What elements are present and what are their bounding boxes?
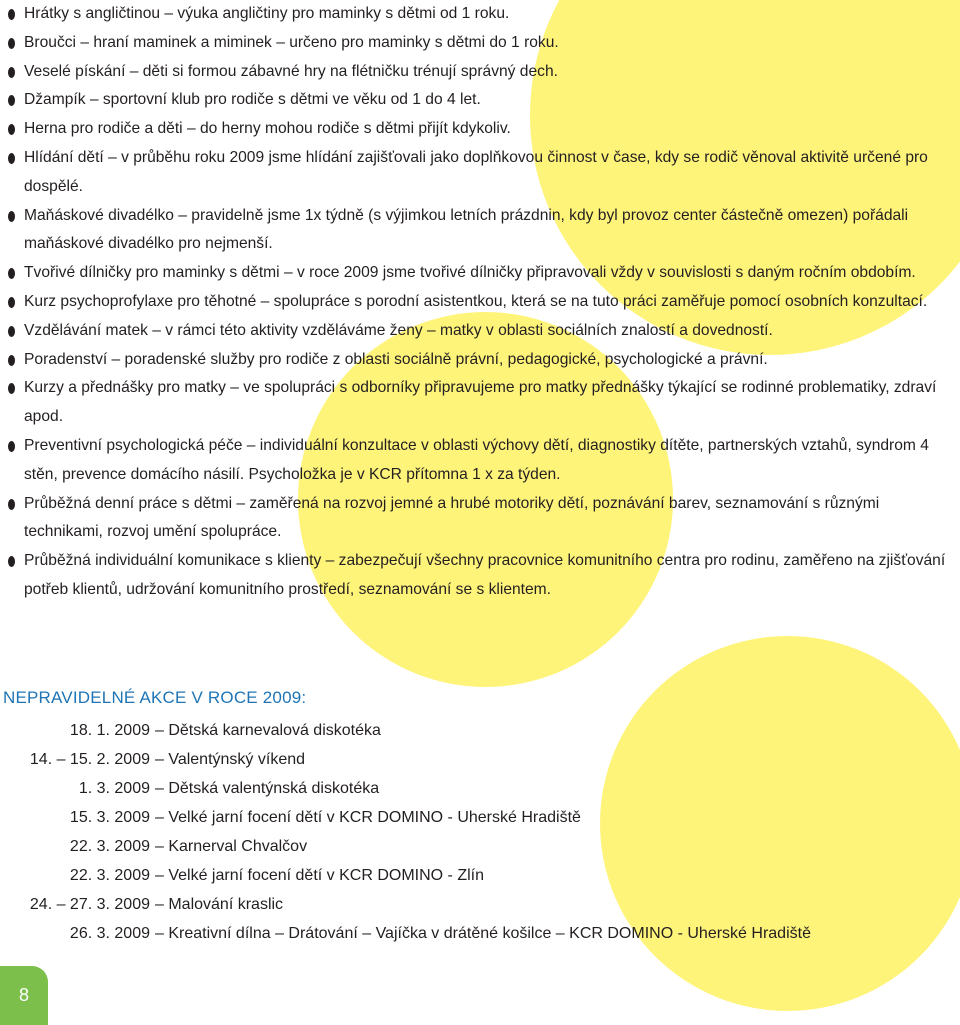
event-date: 22. 3. 2009 [69,867,150,884]
list-item [8,58,960,87]
bullet-icon [8,441,15,452]
event-description: – Velké jarní focení dětí v KCR DOMINO - Zlín [155,867,484,884]
section-heading: NEPRAVIDELNÉ AKCE V ROCE 2009: [3,688,307,707]
bullet-icon [8,297,15,308]
list-item [8,346,960,375]
event-description: – Dětská valentýnská diskotéka [155,780,380,797]
event-row [0,803,960,832]
list-item [8,0,960,29]
list-item-text: Průběžná individuální komunikace s klienty – zabezpečují všechny pracovnice komunitního centra pro rodinu, zaměřeno na zjišťování potřeb klientů, udržování komunitního prostředí, seznamování se s klientem. [24,552,946,598]
event-row [0,890,960,919]
bullet-icon [8,383,15,394]
event-row [0,832,960,861]
activities-list [8,0,960,605]
page-number: 8 [0,966,48,1025]
list-item [8,374,960,432]
event-description: – Karnerval Chvalčov [155,838,308,855]
list-item-text: Hrátky s angličtinou – výuka angličtiny pro maminky s dětmi od 1 roku. [24,5,510,22]
list-item [8,29,960,58]
list-item-text: Vzdělávání matek – v rámci této aktivity vzděláváme ženy – matky v oblasti sociálních znalostí a dovedností. [24,321,773,339]
bullet-icon [8,38,15,49]
list-item-text: Veselé pískání – děti si formou zábavné hry na flétničku trénují správný dech. [24,62,558,80]
event-description: – Malování kraslic [155,896,284,913]
event-description: – Valentýnský víkend [155,751,306,768]
bullet-icon [8,268,15,279]
list-item-text: Kurzy a přednášky pro matky – ve spolupráci s odborníky připravujeme pro matky přednášky týkající se rodinné problematiky, zdraví apod. [24,379,937,426]
list-item-text: Kurz psychoprofylaxe pro těhotné – spolupráce s porodní asistentkou, která se na tuto práci zaměřuje pomocí osobních konzultací. [24,292,928,310]
event-row [0,716,960,745]
bullet-icon [8,556,15,567]
bullet-icon [8,153,15,164]
events-list [0,716,960,948]
list-item [8,317,960,346]
list-item-text: Maňáskové divadélko – pravidelně jsme 1x týdně (s výjimkou letních prázdnin, kdy byl provoz center částečně omezen) pořádali maňáskové divadélko pro nejmenší. [24,206,909,253]
event-row [0,745,960,774]
bullet-icon [8,326,15,337]
bullet-icon [8,355,15,366]
event-description: – Velké jarní focení dětí v KCR DOMINO - Uherské Hradiště [155,809,581,826]
event-date: 14. – 15. 2. 2009 [29,751,150,768]
event-description: – Kreativní dílna – Drátování – Vajíčka v drátěné košilce – KCR DOMINO - Uherské Hradiště [155,925,811,942]
list-item-text: Průběžná denní práce s dětmi – zaměřená na rozvoj jemné a hrubé motoriky dětí, poznávání barev, seznamování s různými technikami, rozvoj umění spolupráce. [24,494,880,541]
list-item [8,115,960,144]
list-item-text: Džampík – sportovní klub pro rodiče s dětmi ve věku od 1 do 4 let. [24,91,481,109]
list-item [8,202,960,260]
list-item-text: Tvořivé dílničky pro maminky s dětmi – v roce 2009 jsme tvořivé dílničky připravovali vždy v souvislosti s daným ročním obdobím. [24,264,916,282]
bullet-icon [8,9,15,20]
event-date: 1. 3. 2009 [78,780,150,797]
list-item-text: Broučci – hraní maminek a miminek – určeno pro maminky s dětmi do 1 roku. [24,33,559,51]
list-item-text: Herna pro rodiče a děti – do herny mohou rodiče s dětmi přijít kdykoliv. [24,120,511,138]
list-item [8,288,960,317]
list-item [8,86,960,115]
event-date: 26. 3. 2009 [69,925,150,942]
event-date: 22. 3. 2009 [69,838,150,855]
event-date: 18. 1. 2009 [69,722,150,739]
event-row [0,774,960,803]
event-description: – Dětská karnevalová diskotéka [155,722,381,739]
list-item-text: Poradenství – poradenské služby pro rodiče z oblasti sociálně právní, pedagogické, psychologické a právní. [24,350,768,368]
list-item [8,490,960,548]
event-date: 24. – 27. 3. 2009 [29,896,150,913]
event-row [0,919,960,948]
event-date: 15. 3. 2009 [69,809,150,826]
bullet-icon [8,499,15,510]
bullet-icon [8,95,15,106]
bullet-icon [8,124,15,135]
list-item [8,432,960,490]
list-item [8,547,960,605]
bullet-icon [8,67,15,78]
list-item-text: Preventivní psychologická péče – individuální konzultace v oblasti výchovy dětí, diagnostiky dítěte, partnerských vztahů, syndrom 4 stěn, prevence domácího násilí. Psycholožka je v KCR přítomna 1 x za týden. [24,436,929,483]
list-item [8,144,960,202]
list-item-text: Hlídání dětí – v průběhu roku 2009 jsme hlídání zajišťovali jako doplňkovou činnost v čase, kdy se rodič věnoval aktivitě určené pro dospělé. [24,148,928,195]
list-item [8,259,960,288]
event-row [0,861,960,890]
bullet-icon [8,211,15,222]
